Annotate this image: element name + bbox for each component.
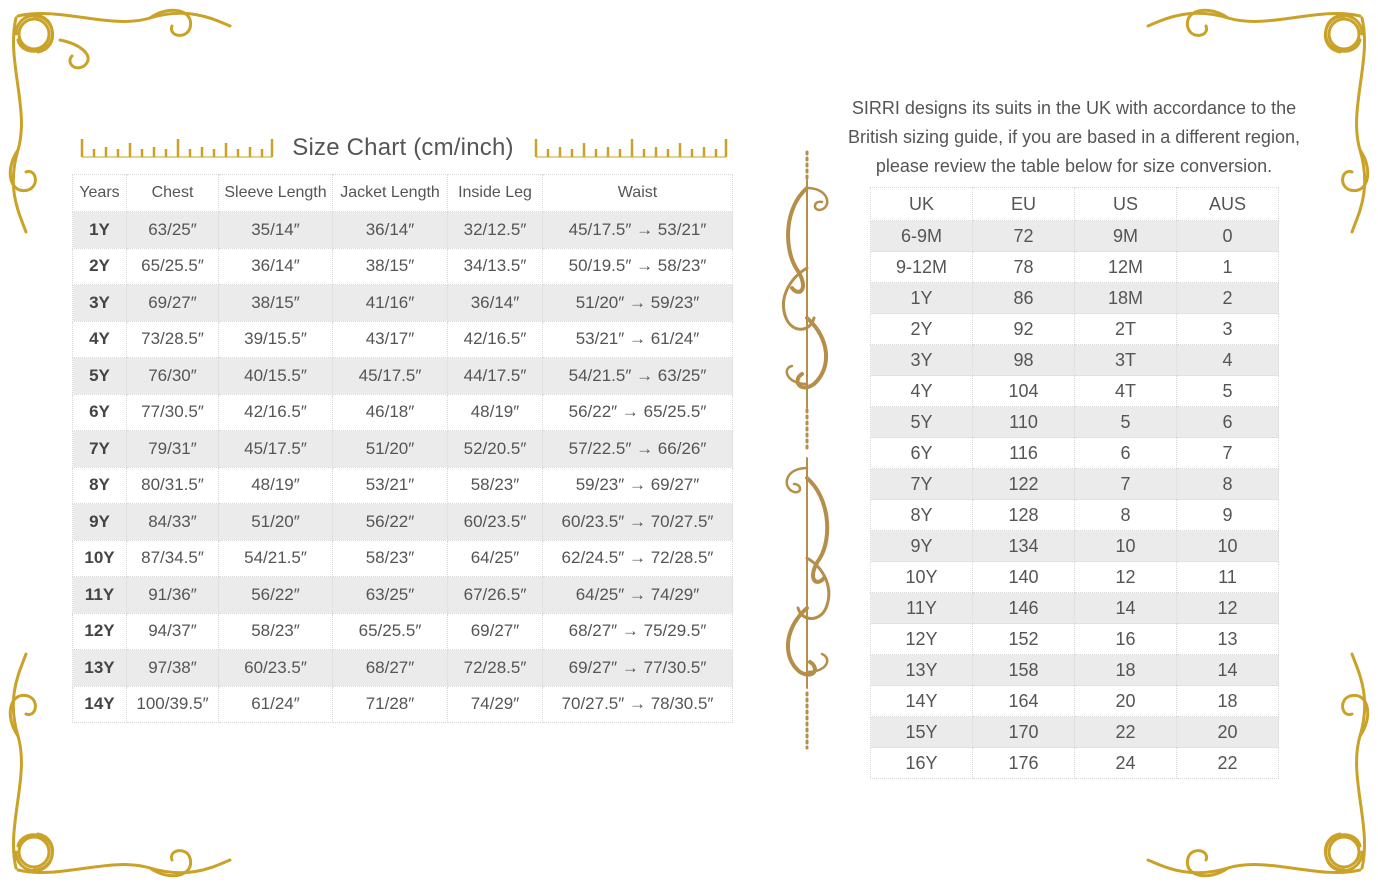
cell-eu: 164 — [973, 686, 1075, 717]
cell-waist: 69/27″ → 77/30.5″ — [543, 650, 733, 687]
cell-aus: 5 — [1177, 376, 1279, 407]
cell-inside-leg: 48/19″ — [448, 394, 543, 431]
conversion-row — [871, 500, 1279, 531]
cell-years: 1Y — [73, 212, 127, 249]
cell-eu: 170 — [973, 717, 1075, 748]
cell-inside-leg: 69/27″ — [448, 613, 543, 650]
cell-jacket-length: 51/20″ — [333, 431, 448, 468]
cell-chest: 79/31″ — [127, 431, 219, 468]
conversion-row — [871, 624, 1279, 655]
cell-chest: 76/30″ — [127, 358, 219, 395]
conversion-row — [871, 283, 1279, 314]
cell-aus: 13 — [1177, 624, 1279, 655]
cell-inside-leg: 72/28.5″ — [448, 650, 543, 687]
cell-waist: 56/22″ → 65/25.5″ — [543, 394, 733, 431]
cell-uk: 6Y — [871, 438, 973, 469]
cell-eu: 122 — [973, 469, 1075, 500]
column-header-us: US — [1075, 188, 1177, 221]
size-chart-row — [73, 686, 733, 723]
cell-sleeve-length: 38/15″ — [219, 285, 333, 322]
cell-eu: 98 — [973, 345, 1075, 376]
cell-chest: 87/34.5″ — [127, 540, 219, 577]
cell-eu: 116 — [973, 438, 1075, 469]
cell-sleeve-length: 58/23″ — [219, 613, 333, 650]
cell-waist: 64/25″ → 74/29″ — [543, 577, 733, 614]
cell-waist: 59/23″ → 69/27″ — [543, 467, 733, 504]
ruler-left-icon — [78, 137, 274, 159]
cell-sleeve-length: 60/23.5″ — [219, 650, 333, 687]
cell-aus: 14 — [1177, 655, 1279, 686]
cell-uk: 12Y — [871, 624, 973, 655]
cell-eu: 86 — [973, 283, 1075, 314]
cell-chest: 100/39.5″ — [127, 686, 219, 723]
size-chart-header-row — [73, 175, 733, 212]
size-chart-row — [73, 467, 733, 504]
cell-aus: 22 — [1177, 748, 1279, 779]
cell-waist: 60/23.5″ → 70/27.5″ — [543, 504, 733, 541]
cell-uk: 9Y — [871, 531, 973, 562]
cell-aus: 4 — [1177, 345, 1279, 376]
cell-aus: 0 — [1177, 221, 1279, 252]
size-chart-row — [73, 394, 733, 431]
cell-aus: 18 — [1177, 686, 1279, 717]
conversion-row — [871, 252, 1279, 283]
intro-line: please review the table below for size conversion. — [875, 156, 1273, 176]
cell-uk: 10Y — [871, 562, 973, 593]
cell-aus: 10 — [1177, 531, 1279, 562]
size-conversion-table — [870, 187, 1279, 779]
cell-sleeve-length: 35/14″ — [219, 212, 333, 249]
cell-years: 7Y — [73, 431, 127, 468]
cell-inside-leg: 74/29″ — [448, 686, 543, 723]
cell-us: 24 — [1075, 748, 1177, 779]
cell-years: 5Y — [73, 358, 127, 395]
cell-eu: 78 — [973, 252, 1075, 283]
cell-chest: 65/25.5″ — [127, 248, 219, 285]
size-chart-title: Size Chart (cm/inch) — [292, 134, 514, 161]
cell-aus: 11 — [1177, 562, 1279, 593]
size-chart-row — [73, 613, 733, 650]
cell-eu: 110 — [973, 407, 1075, 438]
size-chart-row — [73, 248, 733, 285]
cell-uk: 8Y — [871, 500, 973, 531]
cell-us: 8 — [1075, 500, 1177, 531]
cell-us: 18M — [1075, 283, 1177, 314]
cell-jacket-length: 58/23″ — [333, 540, 448, 577]
size-chart-row — [73, 358, 733, 395]
cell-us: 10 — [1075, 531, 1177, 562]
cell-eu: 104 — [973, 376, 1075, 407]
cell-uk: 6-9M — [871, 221, 973, 252]
cell-eu: 134 — [973, 531, 1075, 562]
cell-inside-leg: 42/16.5″ — [448, 321, 543, 358]
cell-years: 6Y — [73, 394, 127, 431]
cell-us: 7 — [1075, 469, 1177, 500]
cell-jacket-length: 63/25″ — [333, 577, 448, 614]
cell-years: 13Y — [73, 650, 127, 687]
column-header-inside-leg: Inside Leg — [448, 175, 543, 212]
cell-uk: 9-12M — [871, 252, 973, 283]
cell-us: 5 — [1075, 407, 1177, 438]
conversion-row — [871, 748, 1279, 779]
size-chart-table — [72, 174, 733, 723]
cell-eu: 140 — [973, 562, 1075, 593]
cell-aus: 12 — [1177, 593, 1279, 624]
ruler-right-icon — [532, 137, 728, 159]
cell-uk: 14Y — [871, 686, 973, 717]
cell-waist: 45/17.5″ → 53/21″ — [543, 212, 733, 249]
cell-us: 2T — [1075, 314, 1177, 345]
cell-inside-leg: 67/26.5″ — [448, 577, 543, 614]
column-header-chest: Chest — [127, 175, 219, 212]
cell-chest: 77/30.5″ — [127, 394, 219, 431]
cell-jacket-length: 45/17.5″ — [333, 358, 448, 395]
cell-aus: 20 — [1177, 717, 1279, 748]
cell-aus: 7 — [1177, 438, 1279, 469]
column-header-eu: EU — [973, 188, 1075, 221]
size-chart-row — [73, 285, 733, 322]
cell-sleeve-length: 56/22″ — [219, 577, 333, 614]
conversion-row — [871, 562, 1279, 593]
conversion-row — [871, 221, 1279, 252]
cell-years: 10Y — [73, 540, 127, 577]
conversion-intro-text — [826, 94, 1322, 181]
cell-waist: 51/20″ → 59/23″ — [543, 285, 733, 322]
size-chart-row — [73, 540, 733, 577]
cell-years: 9Y — [73, 504, 127, 541]
cell-sleeve-length: 39/15.5″ — [219, 321, 333, 358]
size-chart-row — [73, 650, 733, 687]
cell-us: 18 — [1075, 655, 1177, 686]
cell-chest: 69/27″ — [127, 285, 219, 322]
cell-chest: 91/36″ — [127, 577, 219, 614]
cell-jacket-length: 71/28″ — [333, 686, 448, 723]
cell-jacket-length: 46/18″ — [333, 394, 448, 431]
cell-chest: 94/37″ — [127, 613, 219, 650]
size-chart-row — [73, 431, 733, 468]
column-header-sleeve-length: Sleeve Length — [219, 175, 333, 212]
cell-aus: 6 — [1177, 407, 1279, 438]
cell-aus: 8 — [1177, 469, 1279, 500]
cell-us: 9M — [1075, 221, 1177, 252]
cell-inside-leg: 58/23″ — [448, 467, 543, 504]
column-header-uk: UK — [871, 188, 973, 221]
cell-jacket-length: 38/15″ — [333, 248, 448, 285]
size-chart-row — [73, 577, 733, 614]
cell-waist: 62/24.5″ → 72/28.5″ — [543, 540, 733, 577]
cell-chest: 80/31.5″ — [127, 467, 219, 504]
intro-line: SIRRI designs its suits in the UK with accordance to the — [851, 98, 1297, 118]
cell-us: 16 — [1075, 624, 1177, 655]
cell-jacket-length: 36/14″ — [333, 212, 448, 249]
conversion-row — [871, 438, 1279, 469]
cell-jacket-length: 53/21″ — [333, 467, 448, 504]
cell-sleeve-length: 42/16.5″ — [219, 394, 333, 431]
cell-us: 4T — [1075, 376, 1177, 407]
cell-aus: 1 — [1177, 252, 1279, 283]
cell-uk: 5Y — [871, 407, 973, 438]
cell-years: 8Y — [73, 467, 127, 504]
cell-us: 20 — [1075, 686, 1177, 717]
cell-uk: 13Y — [871, 655, 973, 686]
cell-waist: 68/27″ → 75/29.5″ — [543, 613, 733, 650]
cell-eu: 92 — [973, 314, 1075, 345]
cell-aus: 3 — [1177, 314, 1279, 345]
cell-us: 12 — [1075, 562, 1177, 593]
conversion-header-row — [871, 188, 1279, 221]
cell-waist: 54/21.5″ → 63/25″ — [543, 358, 733, 395]
size-chart-row — [73, 321, 733, 358]
cell-sleeve-length: 40/15.5″ — [219, 358, 333, 395]
cell-us: 3T — [1075, 345, 1177, 376]
cell-years: 4Y — [73, 321, 127, 358]
column-header-years: Years — [73, 175, 127, 212]
conversion-row — [871, 376, 1279, 407]
conversion-row — [871, 407, 1279, 438]
cell-years: 11Y — [73, 577, 127, 614]
conversion-row — [871, 717, 1279, 748]
cell-years: 2Y — [73, 248, 127, 285]
cell-eu: 72 — [973, 221, 1075, 252]
cell-chest: 97/38″ — [127, 650, 219, 687]
cell-inside-leg: 64/25″ — [448, 540, 543, 577]
conversion-row — [871, 314, 1279, 345]
column-header-waist: Waist — [543, 175, 733, 212]
size-chart-row — [73, 504, 733, 541]
conversion-row — [871, 469, 1279, 500]
cell-uk: 16Y — [871, 748, 973, 779]
cell-us: 6 — [1075, 438, 1177, 469]
cell-years: 3Y — [73, 285, 127, 322]
conversion-row — [871, 531, 1279, 562]
cell-aus: 2 — [1177, 283, 1279, 314]
column-header-jacket-length: Jacket Length — [333, 175, 448, 212]
cell-uk: 11Y — [871, 593, 973, 624]
size-chart-header — [78, 128, 728, 168]
cell-chest: 73/28.5″ — [127, 321, 219, 358]
column-header-aus: AUS — [1177, 188, 1279, 221]
cell-inside-leg: 36/14″ — [448, 285, 543, 322]
cell-sleeve-length: 36/14″ — [219, 248, 333, 285]
cell-jacket-length: 68/27″ — [333, 650, 448, 687]
cell-chest: 84/33″ — [127, 504, 219, 541]
cell-inside-leg: 32/12.5″ — [448, 212, 543, 249]
cell-waist: 53/21″ → 61/24″ — [543, 321, 733, 358]
cell-inside-leg: 52/20.5″ — [448, 431, 543, 468]
scroll-divider-ornament-icon — [770, 148, 840, 752]
cell-uk: 1Y — [871, 283, 973, 314]
cell-years: 14Y — [73, 686, 127, 723]
cell-sleeve-length: 45/17.5″ — [219, 431, 333, 468]
cell-aus: 9 — [1177, 500, 1279, 531]
cell-inside-leg: 34/13.5″ — [448, 248, 543, 285]
cell-inside-leg: 44/17.5″ — [448, 358, 543, 395]
conversion-row — [871, 686, 1279, 717]
cell-eu: 128 — [973, 500, 1075, 531]
conversion-row — [871, 345, 1279, 376]
cell-inside-leg: 60/23.5″ — [448, 504, 543, 541]
cell-waist: 57/22.5″ → 66/26″ — [543, 431, 733, 468]
cell-eu: 146 — [973, 593, 1075, 624]
intro-line: British sizing guide, if you are based in a different region, — [848, 127, 1300, 147]
cell-jacket-length: 43/17″ — [333, 321, 448, 358]
conversion-row — [871, 655, 1279, 686]
cell-uk: 2Y — [871, 314, 973, 345]
cell-eu: 152 — [973, 624, 1075, 655]
cell-eu: 158 — [973, 655, 1075, 686]
cell-waist: 50/19.5″ → 58/23″ — [543, 248, 733, 285]
conversion-row — [871, 593, 1279, 624]
cell-sleeve-length: 48/19″ — [219, 467, 333, 504]
cell-us: 14 — [1075, 593, 1177, 624]
cell-eu: 176 — [973, 748, 1075, 779]
cell-us: 12M — [1075, 252, 1177, 283]
cell-uk: 4Y — [871, 376, 973, 407]
cell-sleeve-length: 51/20″ — [219, 504, 333, 541]
cell-sleeve-length: 61/24″ — [219, 686, 333, 723]
cell-waist: 70/27.5″ → 78/30.5″ — [543, 686, 733, 723]
cell-uk: 7Y — [871, 469, 973, 500]
cell-sleeve-length: 54/21.5″ — [219, 540, 333, 577]
cell-uk: 3Y — [871, 345, 973, 376]
cell-years: 12Y — [73, 613, 127, 650]
cell-chest: 63/25″ — [127, 212, 219, 249]
cell-jacket-length: 56/22″ — [333, 504, 448, 541]
size-chart-row — [73, 212, 733, 249]
cell-us: 22 — [1075, 717, 1177, 748]
cell-jacket-length: 65/25.5″ — [333, 613, 448, 650]
cell-uk: 15Y — [871, 717, 973, 748]
cell-jacket-length: 41/16″ — [333, 285, 448, 322]
